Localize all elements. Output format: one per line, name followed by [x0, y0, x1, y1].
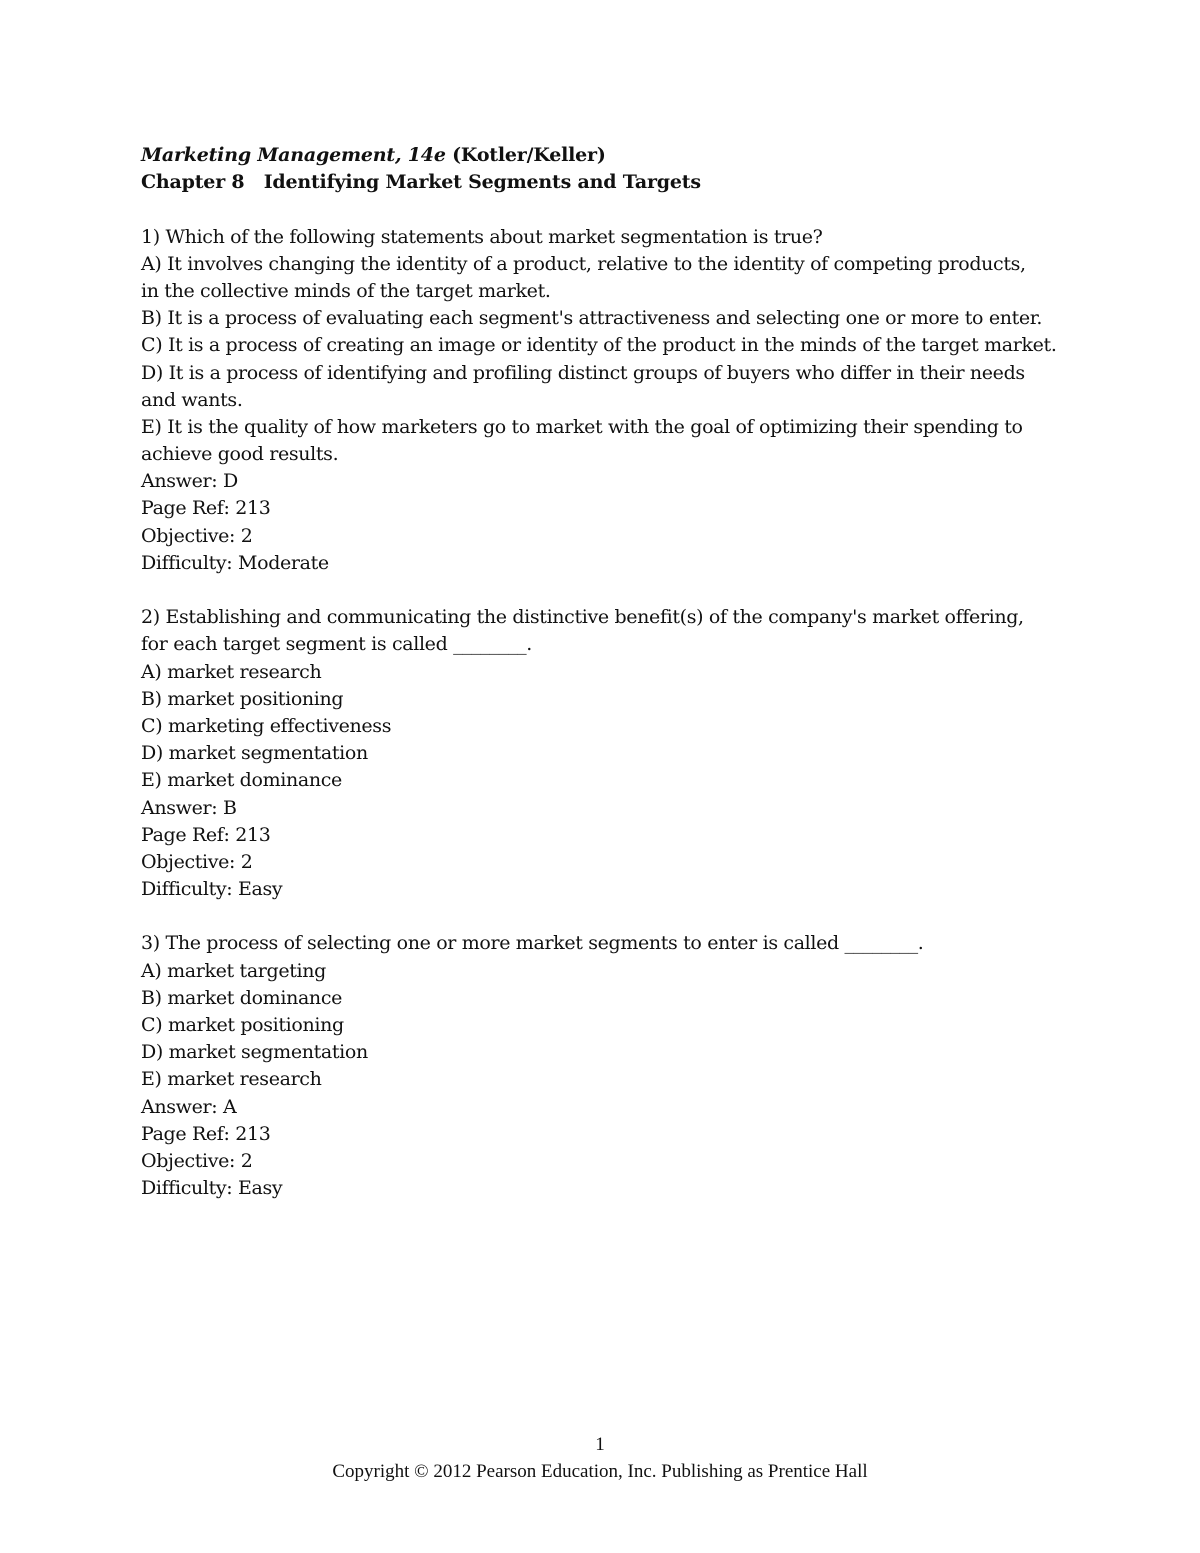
option-d: D) It is a process of identifying and profiling distinct groups of buyers who differ in their needs: [141, 361, 1025, 384]
option-c: C) It is a process of creating an image or identity of the product in the minds of the target market.: [141, 334, 1057, 357]
difficulty: Difficulty: Easy: [141, 878, 283, 901]
question-2: [141, 604, 1101, 903]
book-heading: [141, 142, 1101, 169]
option-e: E) market dominance: [141, 769, 342, 792]
option-c: C) marketing effectiveness: [141, 714, 392, 737]
spacer: [141, 577, 1101, 604]
option-d-continued: and wants.: [141, 388, 243, 411]
book-authors: (Kotler/Keller): [452, 144, 606, 166]
page-ref: Page Ref: 213: [141, 497, 271, 520]
objective: Objective: 2: [141, 1149, 253, 1172]
answer: Answer: D: [141, 470, 238, 493]
copyright-notice: Copyright © 2012 Pearson Education, Inc. Publishing as Prentice Hall: [332, 1461, 868, 1482]
option-e-continued: achieve good results.: [141, 443, 339, 466]
question-stem: 3) The process of selecting one or more market segments to enter is called ________.: [141, 932, 924, 955]
option-b: B) market positioning: [141, 687, 344, 710]
question-3: [141, 930, 1101, 1202]
answer: Answer: B: [141, 796, 237, 819]
question-stem: 2) Establishing and communicating the distinctive benefit(s) of the company's market offering,: [141, 606, 1024, 629]
spacer: [141, 196, 1101, 223]
page-number: 1: [595, 1434, 605, 1455]
option-a-continued: in the collective minds of the target market.: [141, 279, 551, 302]
option-a: A) It involves changing the identity of a product, relative to the identity of competing products,: [141, 252, 1026, 275]
chapter-heading: [141, 169, 1101, 196]
option-d: D) market segmentation: [141, 1041, 368, 1064]
option-e: E) market research: [141, 1068, 322, 1091]
difficulty: Difficulty: Moderate: [141, 551, 329, 574]
question-stem-continued: for each target segment is called ________.: [141, 633, 532, 656]
option-a: A) market research: [141, 660, 322, 683]
option-c: C) market positioning: [141, 1014, 344, 1036]
option-b: B) market dominance: [141, 986, 343, 1009]
option-b: B) It is a process of evaluating each segment's attractiveness and selecting one or more to enter.: [141, 307, 1043, 330]
book-title: Marketing Management,: [141, 144, 402, 166]
book-edition: 14e: [407, 144, 446, 166]
option-e: E) It is the quality of how marketers go to market with the goal of optimizing their spending to: [141, 415, 1023, 438]
question-stem: 1) Which of the following statements about market segmentation is true?: [141, 225, 823, 248]
option-d: D) market segmentation: [141, 742, 368, 765]
answer: Answer: A: [141, 1095, 237, 1118]
chapter-label: Chapter 8: [141, 171, 245, 194]
page-ref: Page Ref: 213: [141, 1122, 271, 1145]
spacer: [141, 903, 1101, 930]
difficulty: Difficulty: Easy: [141, 1177, 283, 1200]
document-body: [141, 142, 1101, 1202]
chapter-title: Identifying Market Segments and Targets: [263, 171, 701, 194]
page-ref: Page Ref: 213: [141, 823, 271, 846]
objective: Objective: 2: [141, 850, 253, 873]
option-a: A) market targeting: [141, 959, 326, 982]
question-1: [141, 224, 1101, 577]
objective: Objective: 2: [141, 524, 253, 547]
